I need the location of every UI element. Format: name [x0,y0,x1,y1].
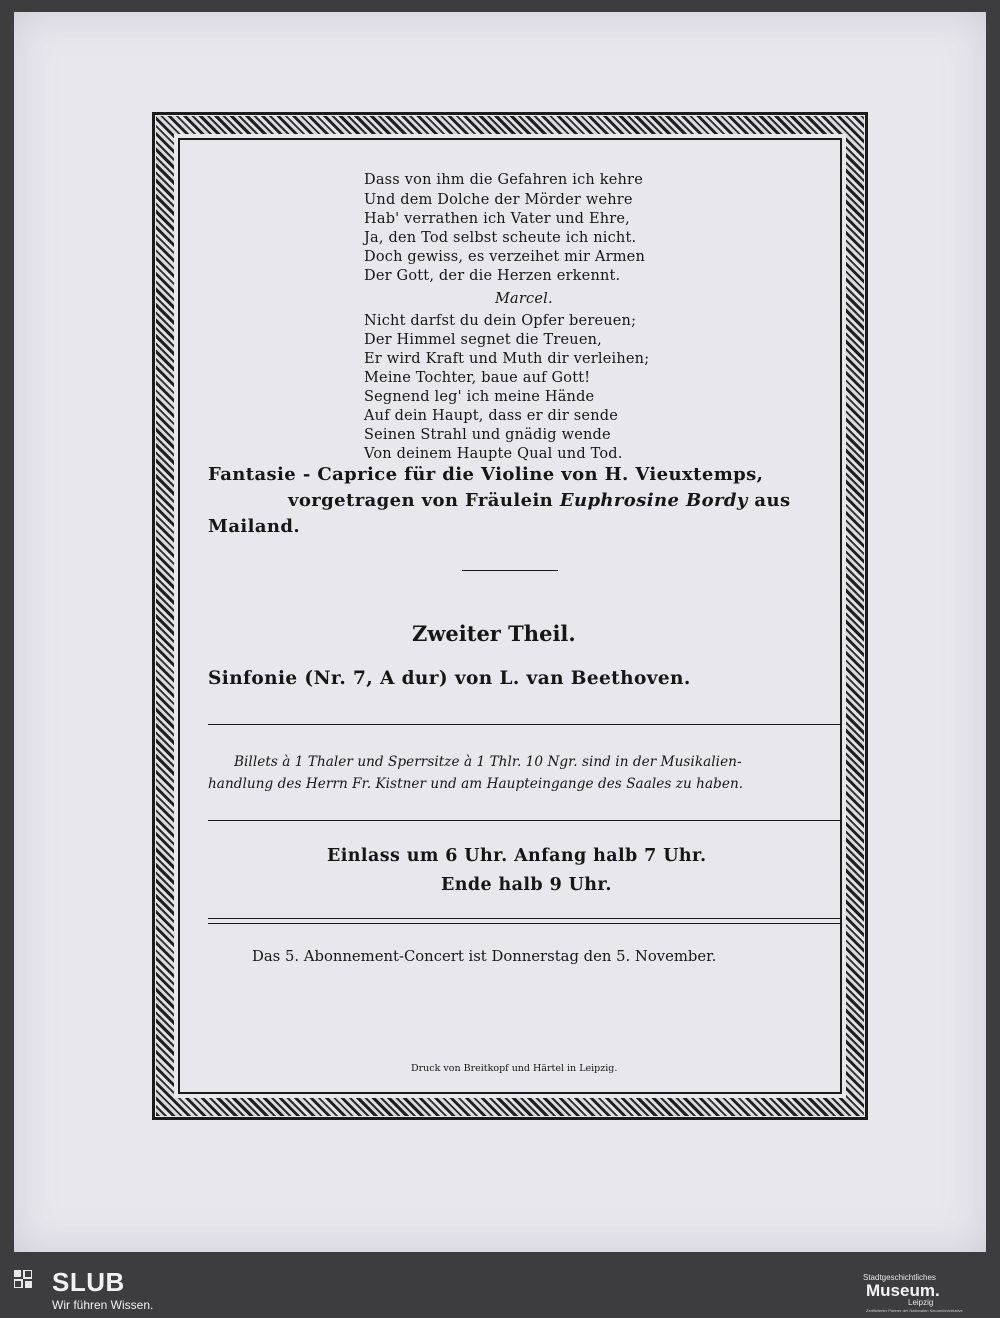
tickets-line-2: handlung des Herrn Fr. Kistner und am Haupteingange des Saales zu haben. [208,776,744,792]
slub-logo-text[interactable]: SLUB [52,1267,125,1297]
separator-short [462,570,558,571]
museum-logo-text[interactable]: Museum. [866,1281,940,1300]
verse-line: Auf dein Haupt, dass er dir sende [364,408,619,424]
separator-rule [208,918,842,919]
museum-certification-note: Zertifizierter Partner der Nationalen Kinoarchivinitiative [866,1308,963,1313]
verse-line: Und dem Dolche der Mörder wehre [364,192,633,208]
verse-line: Doch gewiss, es verzeihet mir Armen [364,249,645,265]
fantasie-line-2-suffix: aus [747,490,791,511]
fantasie-line-3: Mailand. [208,516,301,537]
performer-name: Euphrosine Bordy [559,490,748,511]
end-time: Ende halb 9 Uhr. [441,875,612,895]
speaker-name: Marcel. [495,291,553,307]
slub-slogan: Wir führen Wissen. [52,1298,154,1312]
verse-line: Ja, den Tod selbst scheute ich nicht. [364,230,637,246]
verse-line: Er wird Kraft und Muth dir verleihen; [364,351,650,367]
fantasie-line-1: Fantasie - Caprice für die Violine von H. Vieuxtemps, [208,464,764,485]
verse-line: Dass von ihm die Gefahren ich kehre [364,172,643,188]
part-two-heading: Zweiter Theil. [412,621,576,646]
verse-line: Segnend leg' ich meine Hände [364,389,595,405]
printer-imprint: Druck von Breitkopf und Härtel in Leipzig. [411,1063,618,1074]
next-concert-notice: Das 5. Abonnement-Concert ist Donnerstag den 5. November. [252,948,717,965]
slub-logo-mark [14,1270,32,1288]
verse-line: Der Himmel segnet die Treuen, [364,332,602,348]
separator-rule-thin [208,923,842,924]
verse-line: Hab' verrathen ich Vater und Ehre, [364,211,630,227]
verse-line: Von deinem Haupte Qual und Tod. [364,446,623,462]
tickets-line-1: Billets à 1 Thaler und Sperrsitze à 1 Thlr. 10 Ngr. sind in der Musikalien- [234,754,742,770]
admission-times: Einlass um 6 Uhr. Anfang halb 7 Uhr. [327,846,707,866]
verse-line: Seinen Strahl und gnädig wende [364,427,611,443]
verse-line: Meine Tochter, baue auf Gott! [364,370,591,386]
verse-line: Nicht darfst du dein Opfer bereuen; [364,313,637,329]
fantasie-line-2 [288,490,791,511]
separator-rule [208,820,842,821]
verse-line: Der Gott, der die Herzen erkennt. [364,268,621,284]
museum-label-small: Stadtgeschichtliches [863,1273,936,1282]
slub-logo-icon [14,1270,32,1288]
museum-city: Leipzig [908,1298,934,1307]
sinfonie-line: Sinfonie (Nr. 7, A dur) von L. van Beethoven. [208,668,691,689]
separator-rule [208,724,842,725]
fantasie-line-2-prefix: vorgetragen von Fräulein [288,490,560,511]
